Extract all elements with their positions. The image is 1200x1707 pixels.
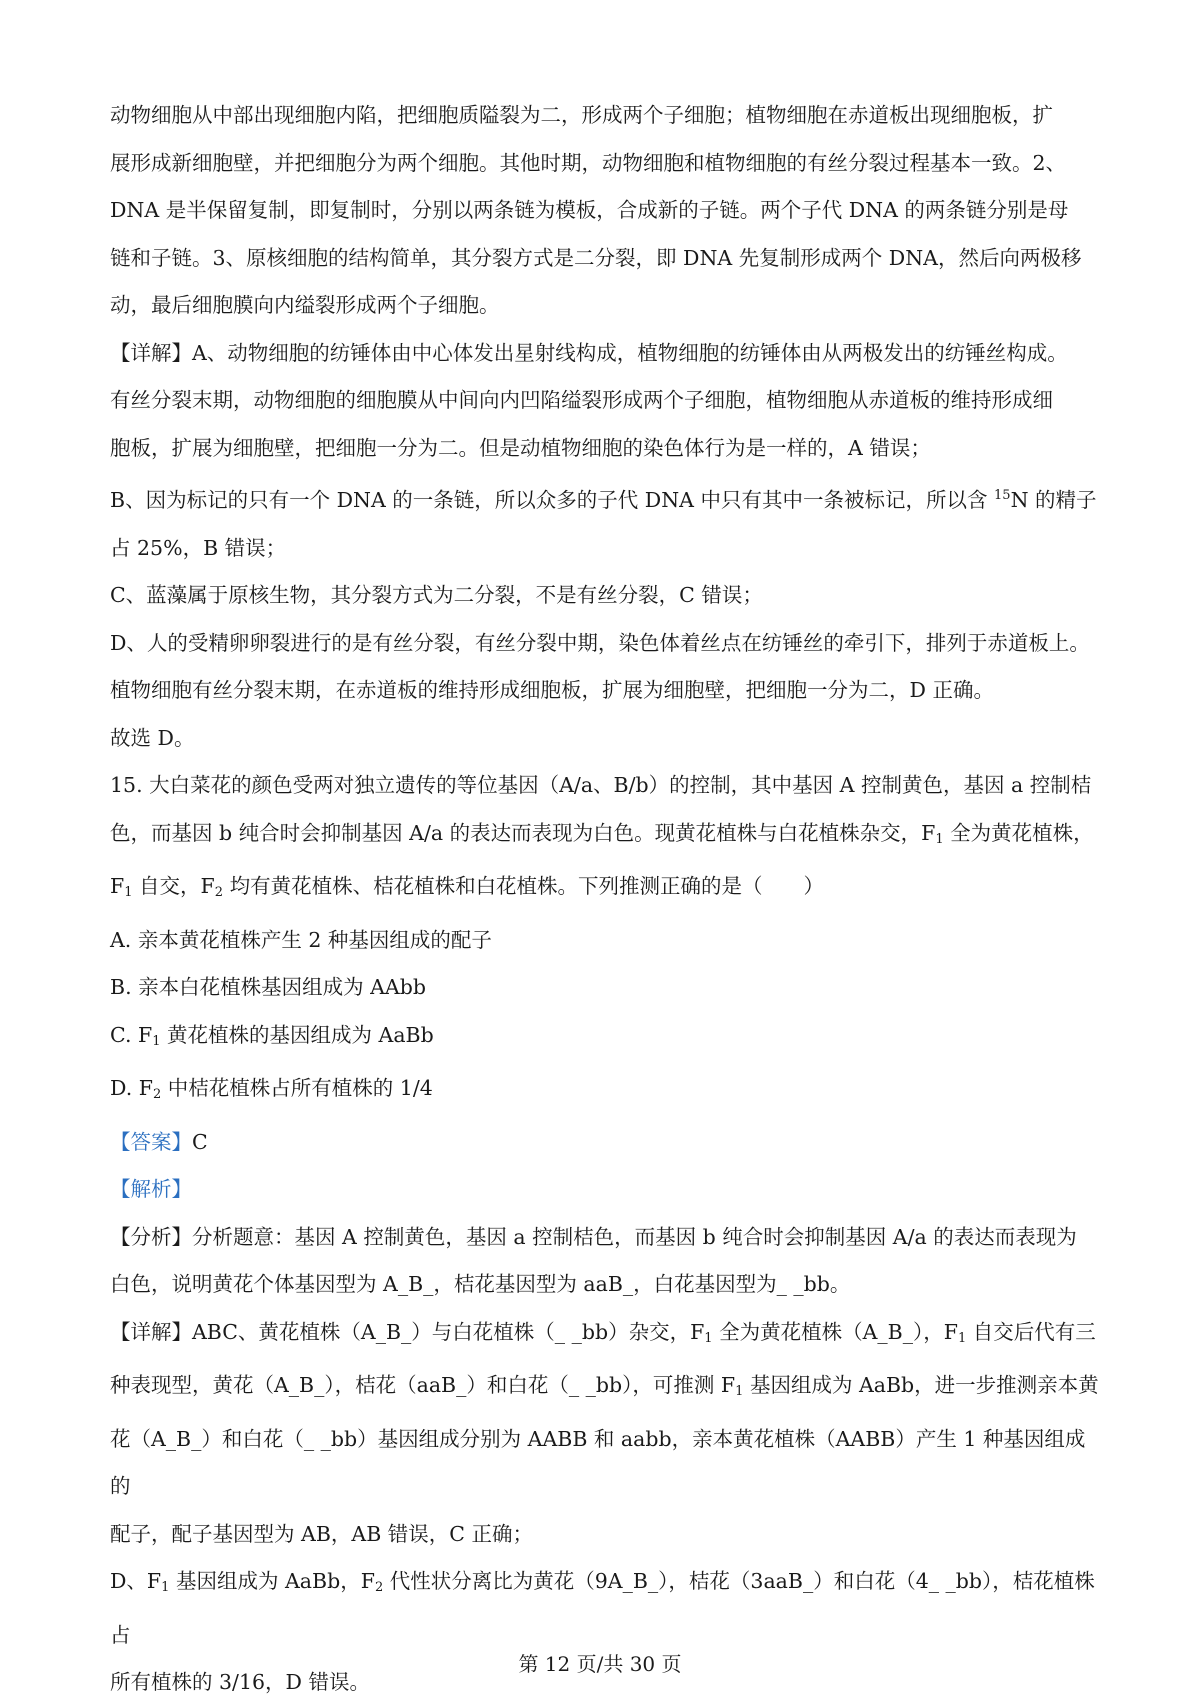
detail-line: 【详解】A、动物细胞的纺锤体由中心体发出星射线构成，植物细胞的纺锤体由从两极发出的纺锤丝构成。 (110, 340, 1068, 365)
detail-line: 胞板，扩展为细胞壁，把细胞一分为二。但是动植物细胞的染色体行为是一样的，A 错误； (110, 435, 931, 460)
option-c: C. $F_1$ 黄花植株的基因组成为 AaBb (110, 1022, 434, 1049)
analysis-tag: 【解析】 (110, 1177, 192, 1201)
answer-line (110, 1119, 1100, 1167)
detail-line: 种表现型，黄花（A_B_），桔花（aaB_）和白花（_ _bb），可推测 $F_1$ 基因组成为 AaBb，进一步推测亲本黄 (110, 1373, 1099, 1399)
detail-line: 【详解】ABC、黄花植株（A_B_）与白花植株（_ _bb）杂交，$F_1$ 全为黄花植株（A_B_），$F_1$ 自交后代有三 (110, 1319, 1096, 1346)
conclusion: 故选 D。 (110, 725, 195, 750)
page-footer: 第 12 页/共 30 页 (518, 1652, 682, 1676)
answer-value: C (192, 1129, 208, 1154)
option-a: A. 亲本黄花植株产生 2 种基因组成的配子 (110, 927, 492, 952)
detail-tag: 【详解】 (110, 340, 192, 365)
option-d: D. $F_2$ 中桔花植株占所有植株的 1/4 (110, 1076, 433, 1102)
detail-line: B、因为标记的只有一个 DNA 的一条链，所以众多的子代 DNA 中只有其中一条被标记，所以含 $^{15}$N 的精子 (110, 488, 1097, 512)
question-stem: 色，而基因 b 纯合时会抑制基因 A/a 的表达而表现为白色。现黄花植株与白花植株杂交，$F_1$ 全为黄花植株， (110, 820, 1094, 847)
detail-line: D、人的受精卵卵裂进行的是有丝分裂，有丝分裂中期，染色体着丝点在纺锤丝的牵引下，排列于赤道板上。 (110, 630, 1090, 655)
para-line: 链和子链。3、原核细胞的结构简单，其分裂方式是二分裂，即 DNA 先复制形成两个 DNA，然后向两极移 (110, 245, 1082, 270)
para-line: DNA 是半保留复制，即复制时，分别以两条链为模板，合成新的子链。两个子代 DNA 的两条链分别是母 (110, 198, 1069, 222)
question-stem: $F_1$ 自交，$F_2$ 均有黄花植株、桔花植株和白花植株。下列推测正确的是（ ） (110, 874, 825, 900)
detail-line: 有丝分裂末期，动物细胞的细胞膜从中间向内凹陷缢裂形成两个子细胞，植物细胞从赤道板的维持形成细 (110, 388, 1053, 412)
detail-line: 植物细胞有丝分裂末期，在赤道板的维持形成细胞板，扩展为细胞壁，把细胞一分为二，D 正确。 (110, 678, 994, 702)
analysis-line: 【分析】分析题意：基因 A 控制黄色，基因 a 控制桔色，而基因 b 纯合时会抑制基因 A/a 的表达而表现为 (110, 1224, 1077, 1249)
para-line: 动物细胞从中部出现细胞内陷，把细胞质隘裂为二，形成两个子细胞；植物细胞在赤道板出现细胞板，扩 (110, 103, 1053, 127)
detail-line: D、$F_1$ 基因组成为 AaBb，$F_2$ 代性状分离比为黄花（9A_B_），桔花（3aaB_）和白花（4_ _bb），桔花植株占 (110, 1569, 1095, 1647)
document-page (110, 92, 1100, 1707)
question-stem: 15. 大白菜花的颜色受两对独立遗传的等位基因（A/a、B/b）的控制，其中基因 A 控制黄色，基因 a 控制桔 (110, 773, 1092, 797)
detail-line: 花（A_B_）和白花（_ _bb）基因组成分别为 AABB 和 aabb，亲本黄花植株（AABB）产生 1 种基因组成的 (110, 1426, 1086, 1498)
para-line: 展形成新细胞壁，并把细胞分为两个细胞。其他时期，动物细胞和植物细胞的有丝分裂过程基本一致。2、 (110, 150, 1067, 175)
para-line: 动，最后细胞膜向内缢裂形成两个子细胞。 (110, 293, 500, 317)
detail-line: 占 25%，B 错误； (110, 535, 287, 560)
detail-line: 配子，配子基因型为 AB，AB 错误，C 正确； (110, 1521, 533, 1546)
answer-tag: 【答案】 (110, 1129, 192, 1154)
detail-line: C、蓝藻属于原核生物，其分裂方式为二分裂，不是有丝分裂，C 错误； (110, 583, 763, 607)
detail-line: 所有植株的 3/16，D 错误。 (110, 1670, 371, 1694)
analysis-line: 白色，说明黄花个体基因型为 A_B_，桔花基因型为 aaB_，白花基因型为_ _bb。 (110, 1272, 851, 1296)
option-b: B. 亲本白花植株基因组成为 AAbb (110, 975, 426, 999)
